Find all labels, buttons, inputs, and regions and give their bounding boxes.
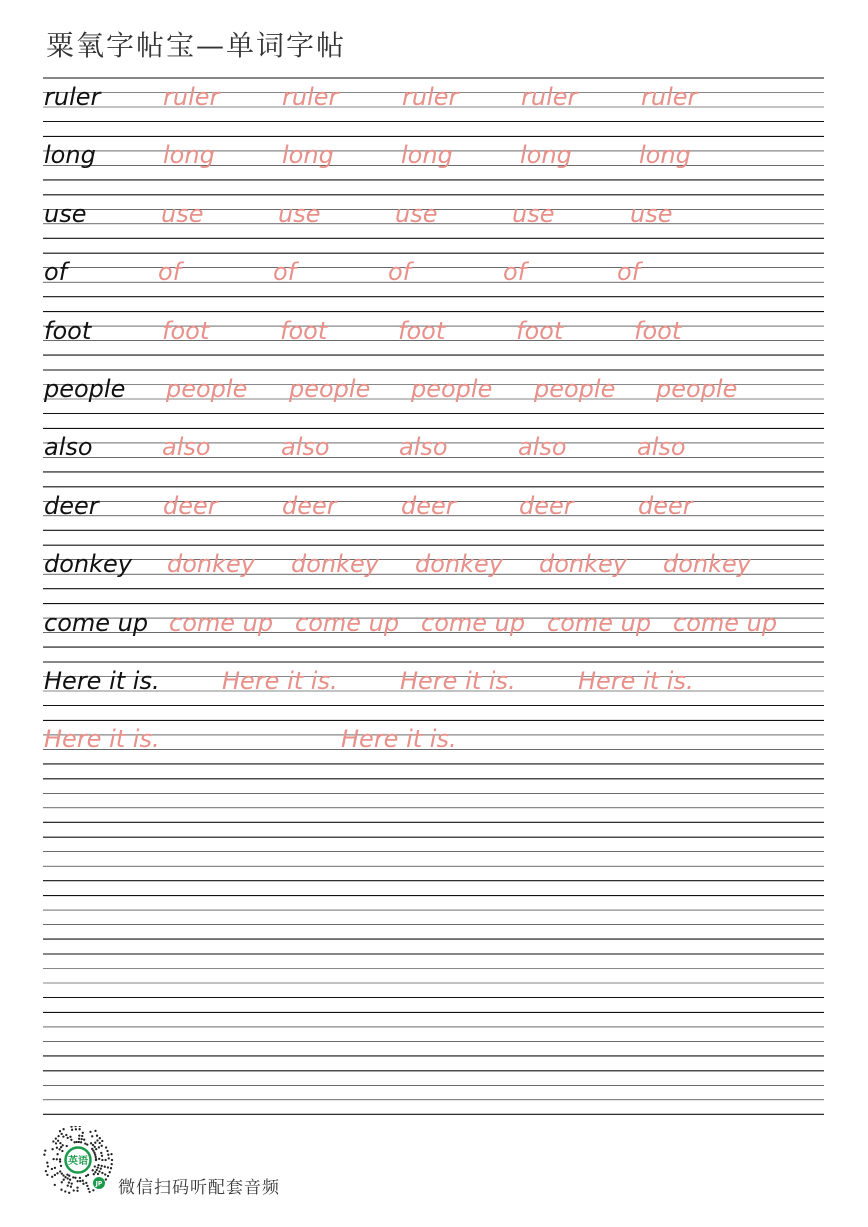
qr-dot <box>61 1172 63 1174</box>
qr-dot <box>56 1158 58 1160</box>
trace-word: ruler <box>402 83 459 111</box>
qr-dot <box>101 1140 103 1142</box>
trace-word: come up <box>295 608 400 637</box>
qr-dot <box>72 1176 74 1178</box>
qr-dot <box>92 1169 94 1171</box>
trace-word: come up <box>169 608 274 637</box>
qr-dot <box>94 1146 96 1148</box>
qr-dot <box>62 1144 64 1146</box>
trace-word: people <box>534 375 616 403</box>
qr-dot <box>82 1183 84 1185</box>
qr-dot <box>51 1148 53 1150</box>
qr-dot <box>98 1170 100 1172</box>
trace-word: people <box>166 375 248 403</box>
qr-dot <box>67 1184 69 1186</box>
qr-dot <box>97 1166 99 1168</box>
qr-dot <box>66 1145 68 1147</box>
qr-dot <box>93 1173 95 1175</box>
qr-dot <box>101 1159 103 1161</box>
qr-dot <box>111 1159 113 1161</box>
trace-word: donkey <box>167 550 255 579</box>
qr-dot <box>105 1178 107 1180</box>
qr-dot <box>56 1153 58 1155</box>
model-word: donkey <box>44 550 132 579</box>
qr-dot <box>70 1126 72 1128</box>
qr-dot <box>66 1173 68 1175</box>
qr-dot <box>73 1189 75 1191</box>
qr-dot <box>94 1142 96 1144</box>
trace-word: also <box>637 433 686 462</box>
trace-word: long <box>520 141 572 170</box>
qr-dot <box>57 1135 59 1137</box>
qr-dot <box>46 1162 48 1164</box>
qr-dot <box>67 1137 69 1139</box>
qr-dot <box>60 1189 62 1191</box>
trace-word: people <box>289 375 371 403</box>
qr-dot <box>43 1154 45 1156</box>
model-word: of <box>44 258 68 287</box>
trace-word: ruler <box>163 83 220 111</box>
qr-dot <box>47 1165 49 1167</box>
qr-dot <box>62 1135 64 1137</box>
trace-word: donkey <box>291 550 379 579</box>
qr-dot <box>59 1158 61 1160</box>
trace-word: Here it is. <box>44 725 160 754</box>
qr-dot <box>51 1168 53 1170</box>
trace-word: long <box>401 141 453 170</box>
trace-word: foot <box>398 316 446 345</box>
qr-dot <box>68 1192 70 1194</box>
trace-word: people <box>411 375 493 403</box>
qr-dot <box>97 1164 99 1166</box>
qr-dot <box>56 1172 58 1174</box>
trace-word: foot <box>634 316 682 345</box>
qr-dot <box>81 1135 83 1137</box>
qr-dot <box>101 1155 103 1157</box>
qr-dot <box>67 1177 69 1179</box>
model-word: long <box>44 141 96 170</box>
qr-dot <box>100 1168 102 1170</box>
qr-dot <box>104 1166 106 1168</box>
trace-word: use <box>512 199 555 228</box>
qr-dot <box>78 1128 80 1130</box>
trace-word: use <box>278 199 321 228</box>
qr-dot <box>54 1174 56 1176</box>
model-word: foot <box>44 316 92 345</box>
qr-dot <box>51 1176 53 1178</box>
trace-word: deer <box>282 491 337 520</box>
model-word: also <box>44 433 93 462</box>
qr-dot <box>59 1142 61 1144</box>
trace-word: come up <box>547 608 652 637</box>
trace-word: of <box>388 258 412 287</box>
qr-dot <box>111 1163 113 1165</box>
qr-dot <box>73 1141 75 1143</box>
qr-dot <box>55 1137 57 1139</box>
qr-dot <box>70 1139 72 1141</box>
qr-dot <box>57 1140 59 1142</box>
qr-dot <box>92 1189 94 1191</box>
qr-logo-label: 英语 <box>68 1156 88 1167</box>
qr-dot <box>107 1166 109 1168</box>
qr-dot <box>60 1165 62 1167</box>
qr-dot <box>62 1128 64 1130</box>
qr-dot <box>91 1135 93 1137</box>
qr-dot <box>92 1150 94 1152</box>
qr-dot <box>69 1136 71 1138</box>
qr-dot <box>85 1182 87 1184</box>
qr-dot <box>61 1150 63 1152</box>
qr-dot <box>74 1177 76 1179</box>
qr-dot <box>105 1146 107 1148</box>
trace-word: of <box>273 258 297 287</box>
qr-dot <box>83 1139 85 1141</box>
model-word: people <box>44 375 126 403</box>
trace-word: also <box>399 433 448 462</box>
qr-dot <box>101 1172 103 1174</box>
trace-word: Here it is. <box>400 667 516 695</box>
qr-dot <box>44 1149 46 1151</box>
trace-word: donkey <box>539 550 627 579</box>
qr-dot <box>95 1148 97 1150</box>
qr-dot <box>92 1144 94 1146</box>
qr-dot <box>89 1131 91 1133</box>
qr-dot <box>109 1171 111 1173</box>
qr-dot <box>62 1174 64 1176</box>
qr-dot <box>55 1142 57 1144</box>
trace-word: ruler <box>641 83 698 111</box>
qr-dot <box>86 1143 88 1145</box>
qr-dot <box>80 1141 82 1143</box>
model-word: Here it is. <box>44 667 160 695</box>
trace-word: deer <box>401 491 456 520</box>
qr-dot <box>95 1156 97 1158</box>
trace-word: also <box>162 433 211 462</box>
qr-dot <box>76 1186 78 1188</box>
qr-dot <box>84 1142 86 1144</box>
qr-dot <box>65 1134 67 1136</box>
qr-dot <box>110 1167 112 1169</box>
qr-dot <box>98 1146 100 1148</box>
audio-caption: 微信扫码听配套音频 <box>118 1178 280 1198</box>
qr-dot <box>59 1130 61 1132</box>
qr-dot <box>99 1142 101 1144</box>
qr-dot <box>78 1134 80 1136</box>
qr-dot <box>104 1173 106 1175</box>
qr-dot <box>54 1167 56 1169</box>
trace-word: also <box>518 433 567 462</box>
qr-dot <box>54 1184 56 1186</box>
qr-dot <box>60 1146 62 1148</box>
qr-dot <box>64 1190 66 1192</box>
trace-word: Here it is. <box>222 667 338 695</box>
trace-word: foot <box>162 316 210 345</box>
qr-dot <box>58 1148 60 1150</box>
trace-word: Here it is. <box>341 725 457 754</box>
qr-dot <box>101 1145 103 1147</box>
trace-word: long <box>282 141 334 170</box>
page-title: 粟氧字帖宝—单词字帖 <box>46 29 347 62</box>
qr-dot <box>96 1169 98 1171</box>
qr-dot <box>86 1185 88 1187</box>
qr-dot <box>52 1158 54 1160</box>
qr-dot <box>64 1176 66 1178</box>
qr-dot <box>61 1181 63 1183</box>
qr-dot <box>94 1154 96 1156</box>
trace-word: come up <box>673 608 778 637</box>
qr-dot <box>52 1140 54 1142</box>
trace-word: Here it is. <box>578 667 694 695</box>
qr-dot <box>85 1175 87 1177</box>
qr-dot <box>82 1132 84 1134</box>
qr-dot <box>90 1142 92 1144</box>
qr-dot <box>98 1158 100 1160</box>
qr-dot <box>101 1165 103 1167</box>
qr-dot <box>104 1159 106 1161</box>
qr-dot <box>88 1191 90 1193</box>
qr-dot <box>74 1126 76 1127</box>
qr-dot <box>96 1139 98 1141</box>
qr-dot <box>94 1171 96 1173</box>
trace-word: long <box>639 141 691 170</box>
qr-dot <box>78 1138 80 1140</box>
qr-dot <box>106 1150 108 1152</box>
qr-dot <box>70 1186 72 1188</box>
qr-dot <box>107 1175 109 1177</box>
qr-dot <box>46 1174 48 1176</box>
model-word: use <box>44 199 87 228</box>
trace-word: come up <box>421 608 526 637</box>
qr-code[interactable] <box>42 1126 114 1198</box>
qr-dot <box>63 1179 65 1181</box>
qr-dot <box>97 1173 99 1175</box>
trace-word: people <box>656 375 738 403</box>
trace-word: of <box>158 258 182 287</box>
qr-dot <box>110 1153 112 1155</box>
qr-dot <box>100 1152 102 1154</box>
trace-word: also <box>281 433 330 462</box>
qr-dot <box>59 1170 61 1172</box>
qr-dot <box>79 1180 81 1182</box>
qr-dot <box>76 1141 78 1143</box>
qr-dot <box>87 1188 89 1190</box>
qr-dot <box>71 1129 73 1131</box>
qr-dot <box>61 1133 63 1135</box>
model-word: ruler <box>44 83 101 111</box>
trace-word: ruler <box>521 83 578 111</box>
trace-word: ruler <box>282 83 339 111</box>
qr-dot <box>107 1154 109 1156</box>
trace-word: use <box>630 199 673 228</box>
trace-word: deer <box>163 491 218 520</box>
qr-dot <box>79 1126 81 1127</box>
model-word: come up <box>44 608 149 637</box>
qr-dot <box>99 1137 101 1139</box>
qr-dot <box>79 1177 81 1179</box>
qr-dot <box>75 1128 77 1130</box>
qr-dot <box>69 1179 71 1181</box>
qr-dot <box>93 1152 95 1154</box>
qr-dot <box>82 1180 84 1182</box>
qr-dot <box>76 1190 78 1192</box>
trace-word: of <box>503 258 527 287</box>
qr-dot <box>108 1157 110 1159</box>
trace-word: deer <box>638 491 693 520</box>
qr-dot <box>96 1135 98 1137</box>
trace-word: use <box>161 199 204 228</box>
trace-word: donkey <box>415 550 503 579</box>
qr-dot <box>59 1160 61 1162</box>
qr-dot <box>68 1181 70 1183</box>
qr-dot <box>71 1182 73 1184</box>
trace-word: use <box>395 199 438 228</box>
qr-dot <box>56 1147 58 1149</box>
qr-dot <box>78 1141 80 1143</box>
app-badge-text: JP <box>95 1180 103 1188</box>
trace-word: foot <box>516 316 564 345</box>
qr-dot <box>94 1165 96 1167</box>
trace-word: foot <box>280 316 328 345</box>
trace-word: donkey <box>663 550 751 579</box>
qr-dot <box>45 1170 47 1172</box>
qr-dot <box>94 1130 96 1132</box>
trace-word: of <box>617 258 641 287</box>
qr-dot <box>76 1180 78 1182</box>
model-word: deer <box>44 491 99 520</box>
trace-word: long <box>163 141 215 170</box>
trace-word: deer <box>519 491 574 520</box>
qr-dot <box>81 1138 83 1140</box>
qr-dot <box>95 1158 97 1160</box>
